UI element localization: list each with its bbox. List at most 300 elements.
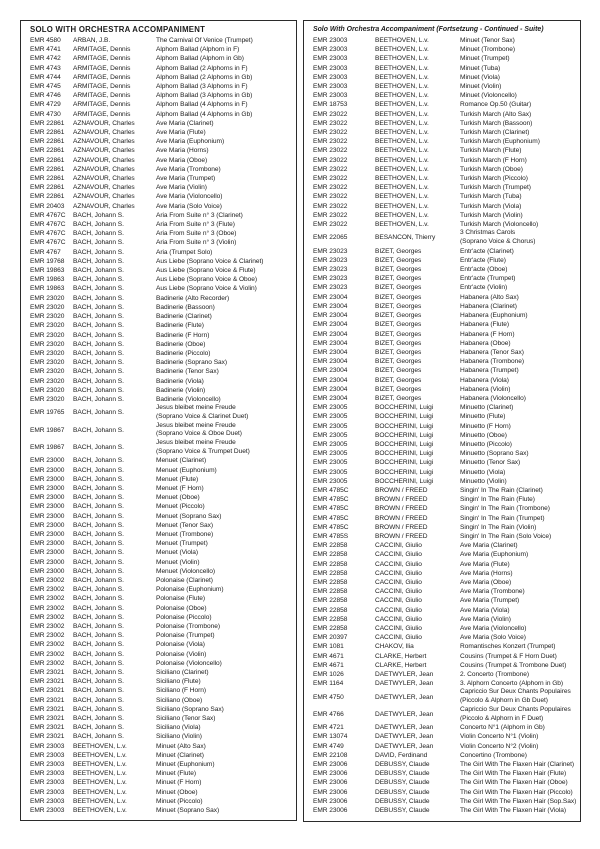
emr-number: EMR 23023 [313,275,348,283]
table-row [30,696,294,705]
table-row [30,475,294,484]
piece-title: Turkish March (Tuba) [460,193,522,201]
piece-title: Menuet (Violin) [156,558,200,566]
table-row [30,165,294,174]
table-row [30,146,294,155]
table-row [313,706,578,723]
piece-title: Aria From Suite n° 3 (Clarinet) [156,211,243,219]
emr-number: EMR 4785C [313,505,349,513]
emr-number: EMR 19867 [30,444,65,452]
composer-name: DAETWYLER, Jean [375,724,434,732]
emr-number: EMR 22861 [30,184,65,192]
composer-name: BACH, Johann S. [73,303,124,311]
table-row [30,275,294,284]
table-row [313,202,578,211]
piece-title-line2: (Piccolo & Alphorn in Gb Duet) [460,697,548,705]
composer-name: BACH, Johann S. [73,576,124,584]
piece-title: Entr'acte (Trumpet) [460,275,516,283]
composer-name: BOCCHERINI, Luigi [375,468,434,476]
piece-title: Badinerie (Alto Recorder) [156,294,230,302]
emr-number: EMR 22065 [313,234,348,242]
composer-name: BACH, Johann S. [73,349,124,357]
emr-number: EMR 23003 [30,779,65,787]
composer-name: BEETHOVEN, L.v. [73,779,127,787]
composer-name: BACH, Johann S. [73,521,124,529]
piece-title [156,422,294,439]
emr-number: EMR 23020 [30,331,65,339]
piece-title: Alphorn Ballad (3 Alphorns in F) [156,83,248,91]
piece-title: Siciliano (Clarinet) [156,669,209,677]
emr-number: EMR 1081 [313,643,344,651]
composer-name: DEBUSSY, Claude [375,807,430,815]
emr-number: EMR 23021 [30,715,65,723]
emr-number: EMR 23003 [30,797,65,805]
emr-number: EMR 4671 [313,661,344,669]
emr-number: EMR 23000 [30,503,65,511]
emr-number: EMR 23023 [313,266,348,274]
table-row [30,677,294,686]
table-row [313,431,578,440]
piece-title: Singin' In The Rain (Trombone) [460,505,550,513]
piece-title: Minuet (Flute) [156,770,196,778]
emr-number: EMR 19867 [30,426,65,434]
emr-number: EMR 4671 [313,652,344,660]
piece-title: Siciliano (Flute) [156,678,201,686]
emr-number: EMR 23006 [313,788,348,796]
table-row [313,596,578,605]
table-row [30,806,294,815]
composer-name: BACH, Johann S. [73,484,124,492]
table-row [30,202,294,211]
composer-name: BESANCON, Thierry [375,234,436,242]
table-row [313,403,578,412]
piece-title: Romantisches Konzert (Trumpet) [460,643,556,651]
catalog-rows-left [30,36,294,815]
emr-number: EMR 23000 [30,530,65,538]
table-row [313,302,578,311]
table-row [313,449,578,458]
table-row [313,357,578,366]
composer-name: AZNAVOUR, Charles [73,175,135,183]
emr-number: EMR 23000 [30,549,65,557]
piece-title: Ave Maria (Violin) [460,615,511,623]
composer-name: BACH, Johann S. [73,613,124,621]
table-row [30,45,294,54]
composer-name: BEETHOVEN, L.v. [375,73,429,81]
composer-name: AZNAVOUR, Charles [73,202,135,210]
piece-title: Turkish March (Violoncello) [460,221,539,229]
piece-title: The Girl With The Flaxen Hair (Viola) [460,807,567,815]
emr-number: EMR 23002 [30,613,65,621]
piece-title: Turkish March (Bassoon) [460,119,533,127]
composer-name: BACH, Johann S. [73,696,124,704]
composer-name: BEETHOVEN, L.v. [375,184,429,192]
emr-number: EMR 23005 [313,450,348,458]
table-row [30,156,294,165]
piece-title: Minuet (Trombone) [460,46,515,54]
piece-title: Turkish March (Clarinet) [460,129,530,137]
table-row [313,45,578,54]
piece-title: Ave Maria (Solo Voice) [156,202,222,210]
emr-number: EMR 4785C [313,496,349,504]
piece-title-line2: (Soprano Voice & Clarinet Duet) [156,412,249,420]
emr-number: EMR 23022 [313,147,348,155]
piece-title: Siciliano (Soprano Sax) [156,705,224,713]
piece-title: Ave Maria (Violin) [156,184,207,192]
composer-name: BACH, Johann S. [73,285,124,293]
emr-number: EMR 23003 [313,92,348,100]
emr-number: EMR 22858 [313,615,348,623]
emr-number: EMR 13074 [313,733,348,741]
table-row [313,91,578,100]
table-row [313,385,578,394]
composer-name: BROWN / FREED [375,496,428,504]
piece-title: Menuet (F Horn) [156,484,204,492]
table-row [30,119,294,128]
emr-number: EMR 19863 [30,276,65,284]
composer-name: CACCINI, Giulio [375,569,422,577]
table-row [313,624,578,633]
composer-name: BACH, Johann S. [73,604,124,612]
composer-name: CLARKE, Herbert [375,652,427,660]
emr-number: EMR 23004 [313,394,348,402]
composer-name: BEETHOVEN, L.v. [375,92,429,100]
table-row [313,477,578,486]
piece-title: Badinerie (F Horn) [156,331,210,339]
table-row [30,439,294,456]
emr-number: EMR 23002 [30,632,65,640]
table-row [30,257,294,266]
composer-name: BACH, Johann S. [73,641,124,649]
table-row [30,211,294,220]
table-row [30,512,294,521]
piece-title: Badinerie (Oboe) [156,340,206,348]
table-row [30,778,294,787]
table-row [30,174,294,183]
table-row [30,266,294,275]
emr-number: EMR 4745 [30,83,61,91]
table-row [30,723,294,732]
piece-title: Polonaise (Euphonium) [156,586,224,594]
emr-number: EMR 23002 [30,623,65,630]
piece-title: Minuetto (Flute) [460,413,506,421]
piece-title: Ave Maria (Trumpet) [156,175,216,183]
composer-name: BACH, Johann S. [73,313,124,321]
composer-name: BEETHOVEN, L.v. [73,751,127,759]
composer-name: ARMITAGE, Dennis [73,55,131,63]
emr-number: EMR 20403 [30,202,65,210]
piece-title: Aus Liebe (Soprano Voice & Flute) [156,267,256,275]
emr-number: EMR 23003 [30,807,65,815]
table-row [30,349,294,358]
table-row [313,183,578,192]
piece-title: Entr'acte (Oboe) [460,266,508,274]
piece-title: Habanera (Tenor Sax) [460,348,524,356]
emr-number: EMR 19863 [30,285,65,293]
emr-number: EMR 23000 [30,466,65,474]
emr-number: EMR 18753 [313,101,348,109]
table-row [313,174,578,183]
piece-title: Alphorn Ballad (4 Alphorns in F) [156,101,248,109]
table-row [30,539,294,548]
composer-name: DAVID, Ferdinand [375,751,428,759]
emr-number: EMR 23000 [30,540,65,548]
composer-name: BACH, Johann S. [73,687,124,695]
table-row [30,466,294,475]
piece-title-line1: Jesus bleibet meine Freude [156,421,236,429]
composer-name: BACH, Johann S. [73,230,124,238]
table-row [30,303,294,312]
composer-name: DAETWYLER, Jean [375,671,434,679]
emr-number: EMR 23005 [313,477,348,485]
emr-number: EMR 4767 [30,248,61,256]
composer-name: BEETHOVEN, L.v. [375,147,429,155]
composer-name: BEETHOVEN, L.v. [73,770,127,778]
emr-number: EMR 23020 [30,386,65,394]
table-row [313,440,578,449]
table-row [313,283,578,292]
composer-name: ARBAN, J.B. [73,37,111,44]
composer-name: BIZET, Georges [375,330,422,338]
emr-number: EMR 23022 [313,211,348,219]
composer-name: BACH, Johann S. [73,409,124,417]
piece-title: Siciliano (Oboe) [156,696,203,704]
emr-number: EMR 23020 [30,349,65,357]
composer-name: BEETHOVEN, L.v. [73,797,127,805]
piece-title: Minuetto (Piccolo) [460,440,512,448]
piece-title [156,404,294,421]
table-row [30,530,294,539]
piece-title: Polonaise (Trumpet) [156,632,215,640]
emr-number: EMR 23005 [313,413,348,421]
table-row [30,604,294,613]
piece-title: Polonaise (Violin) [156,650,207,658]
emr-number: EMR 23004 [313,376,348,384]
table-row [30,714,294,723]
composer-name: BEETHOVEN, L.v. [73,761,127,769]
table-row [30,548,294,557]
composer-name: DEBUSSY, Claude [375,761,430,769]
table-row [313,532,578,541]
composer-name: BACH, Johann S. [73,426,124,434]
table-row [313,587,578,596]
piece-title: Menuet (Viola) [156,549,199,557]
composer-name: BEETHOVEN, L.v. [375,64,429,72]
piece-title: Minuet (F Horn) [156,779,202,787]
composer-name: BIZET, Georges [375,256,422,264]
table-row [313,82,578,91]
composer-name: BACH, Johann S. [73,540,124,548]
emr-number: EMR 4767C [30,211,66,219]
table-row [313,806,578,815]
piece-title: Menuet (Euphonium) [156,466,217,474]
piece-title: Minuet (Alto Sax) [156,742,206,750]
composer-name: BACH, Johann S. [73,386,124,394]
emr-number: EMR 23020 [30,359,65,367]
composer-name: BOCCHERINI, Luigi [375,477,434,485]
emr-number: EMR 23021 [30,669,65,677]
emr-number: EMR 23005 [313,422,348,430]
piece-title: Menuet (Soprano Sax) [156,512,222,520]
composer-name: BOCCHERINI, Luigi [375,431,434,439]
table-row [30,650,294,659]
composer-name: BIZET, Georges [375,247,422,255]
table-row [30,248,294,257]
emr-number: EMR 23021 [30,705,65,713]
piece-title-line1: 3 Christmas Carols [460,229,516,237]
composer-name: DEBUSSY, Claude [375,797,430,805]
table-row [313,73,578,82]
table-row [313,652,578,661]
composer-name: BEETHOVEN, L.v. [375,165,429,173]
piece-title: Aria From Suite n° 3 (Violin) [156,239,237,247]
composer-name: BEETHOVEN, L.v. [375,55,429,63]
table-row [313,330,578,339]
piece-title: Turkish March (Alto Sax) [460,110,532,118]
emr-number: EMR 22861 [30,175,65,183]
table-row [313,256,578,265]
emr-number: EMR 19768 [30,257,65,265]
table-row [313,458,578,467]
emr-number: EMR 23003 [30,770,65,778]
composer-name: BACH, Johann S. [73,257,124,265]
piece-title: Ave Maria (Flute) [156,129,206,137]
table-row [313,64,578,73]
composer-name: CHAKOV, Ilia [375,643,414,651]
emr-number: EMR 23004 [313,348,348,356]
composer-name: BOCCHERINI, Luigi [375,404,434,412]
table-row [313,366,578,375]
emr-number: EMR 23020 [30,294,65,302]
composer-name: BIZET, Georges [375,339,422,347]
piece-title: Habanera (F Horn) [460,330,515,338]
piece-title: Entr'acte (Clarinet) [460,247,514,255]
composer-name: BACH, Johann S. [73,567,124,575]
composer-name: BACH, Johann S. [73,211,124,219]
piece-title: Badinerie (Piccolo) [156,349,211,357]
composer-name: BACH, Johann S. [73,475,124,483]
emr-number: EMR 22858 [313,606,348,614]
table-row [30,558,294,567]
table-row [30,36,294,45]
piece-title: Badinerie (Bassoon) [156,303,215,311]
piece-title: Minuet (Tenor Sax) [460,37,515,44]
emr-number: EMR 4785C [313,514,349,522]
piece-title: Minuetto (Soprano Sax) [460,450,529,458]
composer-name: BEETHOVEN, L.v. [375,46,429,54]
composer-name: BOCCHERINI, Luigi [375,422,434,430]
catalog-rows-right [313,36,578,815]
composer-name: AZNAVOUR, Charles [73,119,135,127]
table-row [30,576,294,585]
emr-number: EMR 20397 [313,634,348,642]
table-row [30,110,294,119]
piece-title: Singin' In The Rain (Trumpet) [460,514,545,522]
emr-number: EMR 22861 [30,138,65,146]
composer-name: AZNAVOUR, Charles [73,184,135,192]
piece-title: Ave Maria (Euphonium) [460,551,529,559]
emr-number: EMR 23003 [30,761,65,769]
emr-number: EMR 23003 [313,55,348,63]
table-row [30,238,294,247]
composer-name: BACH, Johann S. [73,340,124,348]
composer-name: DEBUSSY, Claude [375,770,430,778]
emr-number: EMR 23004 [313,321,348,329]
composer-name: CLARKE, Herbert [375,661,427,669]
table-row [30,91,294,100]
emr-number: EMR 23021 [30,696,65,704]
piece-title: Ave Maria (Oboe) [156,156,208,164]
emr-number: EMR 22858 [313,597,348,605]
emr-number: EMR 23020 [30,377,65,385]
table-row [313,742,578,751]
composer-name: BACH, Johann S. [73,331,124,339]
composer-name: DAETWYLER, Jean [375,742,434,750]
table-row [30,100,294,109]
table-row [30,686,294,695]
emr-number: EMR 23002 [30,641,65,649]
emr-number: EMR 4744 [30,73,61,81]
catalog-column-right [303,20,581,822]
piece-title: Menuet (Piccolo) [156,503,205,511]
composer-name: BIZET, Georges [375,367,422,375]
table-row [313,504,578,513]
emr-number: EMR 23002 [30,604,65,612]
emr-number: EMR 23002 [30,586,65,594]
emr-number: EMR 22861 [30,119,65,127]
piece-title: The Girl With The Flaxen Hair (Sop.Sax) [460,797,577,805]
table-row [313,110,578,119]
composer-name: CACCINI, Giulio [375,615,422,623]
piece-title: Minuetto (F Horn) [460,422,511,430]
piece-title: Aria From Suite n° 3 (Flute) [156,221,235,229]
table-row [30,769,294,778]
composer-name: BACH, Johann S. [73,512,124,520]
emr-number: EMR 23022 [313,184,348,192]
composer-name: ARMITAGE, Dennis [73,101,131,109]
composer-name: BIZET, Georges [375,293,422,301]
piece-title: Habanera (Violin) [460,385,511,393]
composer-name: BIZET, Georges [375,358,422,366]
emr-number: EMR 23000 [30,521,65,529]
piece-title: Ave Maria (Oboe) [460,578,512,586]
composer-name: BIZET, Georges [375,385,422,393]
table-row [30,668,294,677]
piece-title: Habanera (Euphonium) [460,312,528,320]
emr-number: EMR 23006 [313,770,348,778]
table-row [313,633,578,642]
composer-name: BROWN / FREED [375,486,428,494]
emr-number: EMR 23004 [313,312,348,320]
composer-name: BEETHOVEN, L.v. [73,807,127,815]
piece-title: Ave Maria (Clarinet) [460,542,518,550]
piece-title: Aus Liebe (Soprano Voice & Oboe) [156,276,258,284]
table-row [313,778,578,787]
piece-title: Ave Maria (Trumpet) [460,597,520,605]
emr-number: EMR 22861 [30,147,65,155]
composer-name: BACH, Johann S. [73,586,124,594]
table-row [313,615,578,624]
piece-title [156,439,294,456]
piece-title: Minuetto (Viola) [460,468,506,476]
emr-number: EMR 23022 [313,119,348,127]
composer-name: DEBUSSY, Claude [375,788,430,796]
table-row [30,284,294,293]
composer-name: BEETHOVEN, L.v. [375,110,429,118]
table-row [313,137,578,146]
table-row [30,358,294,367]
piece-title: Siciliano (Viola) [156,724,201,732]
